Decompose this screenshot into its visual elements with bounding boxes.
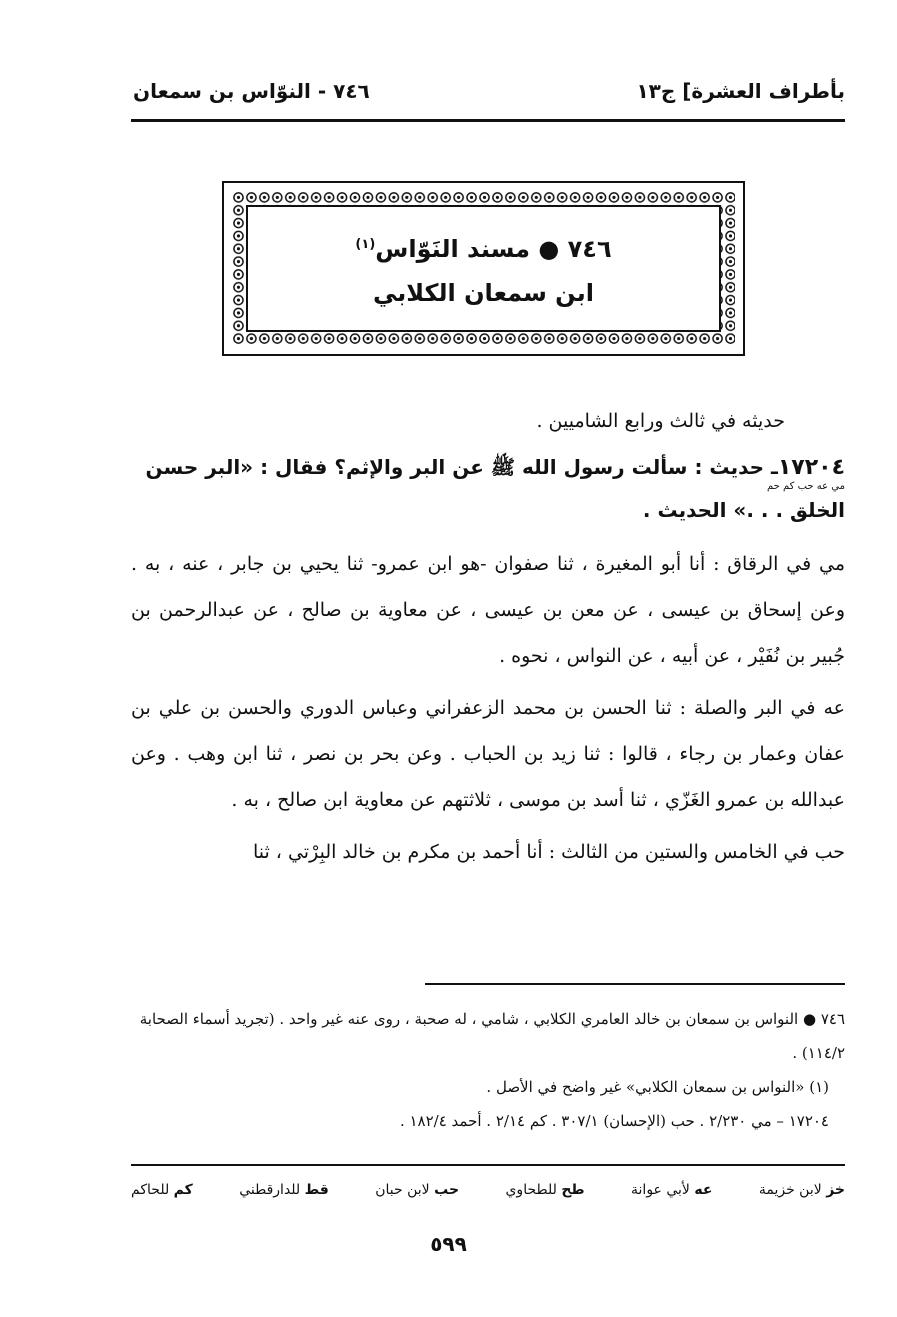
footnote-1: (١) «النواس بن سمعان الكلابي» غير واضح في الأصل . [486,1078,829,1096]
hadith-number: ١٧٢٠٤ [777,455,845,480]
footnote-references: ١٧٢٠٤ – مي ٢/٢٣٠ . حب (الإحسان) ٣٠٧/١ . كم ٢/١٤ . أحمد ١٨٢/٤ . [399,1112,829,1130]
page-number: ٥٩٩ [430,1232,467,1256]
header-chapter-title: ٧٤٦ - النوّاس بن سمعان [133,79,370,103]
ornamental-title-frame [222,181,745,356]
musnad-title: ٧٤٦ ● مسند النَوّاس$^{(١)}$ [355,234,612,263]
hadith-entry [131,450,845,527]
abbrev-item: قط للدارقطني [239,1182,329,1198]
hadith-text: ـ حديث : سألت رسول الله ﷺ عن البر والإثم؟ فقال : «البر حسن [145,455,778,479]
footnote-biography: ٧٤٦ ● النواس بن سمعان بن خالد العامري الكلابي ، شامي ، له صحبة ، روى عنه غير واحد . (تجريد أسماء الصحابة ١١٤/٢) . [139,1010,845,1062]
frame-title-box [246,205,721,332]
abbreviation-key [131,1176,845,1204]
running-header [133,74,845,108]
footnotes [131,1002,845,1138]
abbrev-item: كم للحاكم [131,1182,193,1198]
abbrev-item: طح للطحاوي [505,1182,585,1198]
hadith-text-end: الخلق . . .» الحديث . [642,498,845,522]
paragraph-ibn-hibban: حب في الخامس والستين من الثالث : أنا أحمد بن مكرم بن خالد البِرْتي ، ثنا [252,841,845,863]
footnote-marker: (١) [355,236,376,252]
abbreviation-rule [131,1164,845,1166]
abbrev-item: خز لابن خزيمة [758,1182,845,1198]
paragraph-darimi: مي في الرقاق : أنا أبو المغيرة ، ثنا صفوان -هو ابن عمرو- ثنا يحيي بن جابر ، عنه ، به . وعن إسحاق بن عيسى ، عن معن بن عيسى ، عن معاوية بن صالح ، عن عبدالرحمن بن جُبير بن نُفَيْر ، عن أبيه ، عن النواس ، نحوه . [131,553,845,667]
main-text [131,398,845,881]
musnad-subtitle: ابن سمعان الكلابي [373,278,594,307]
abbrev-item: حب لابن حبان [375,1182,460,1198]
intro-paragraph: حديثه في ثالث ورابع الشاميين . [536,410,785,432]
footnote-rule [425,983,845,985]
source-codes: مي عه حب كم حم [767,481,845,492]
paragraph-abu-awana: عه في البر والصلة : ثنا الحسن بن محمد الزعفراني وعباس الدوري والحسن بن علي بن عفان وعمار بن رجاء ، قالوا : ثنا زيد بن الحباب . وعن بحر بن نصر ، ثنا ابن وهب . وعن عبدالله بن عمرو الغَزّي ، ثنا أسد بن موسى ، ثلاثتهم عن معاوية ابن صالح ، به . [131,697,845,811]
header-rule [131,119,845,122]
header-book-title: بأطراف العشرة] ج١٣ [636,79,845,103]
abbrev-item: عه لأبي عوانة [631,1182,713,1198]
